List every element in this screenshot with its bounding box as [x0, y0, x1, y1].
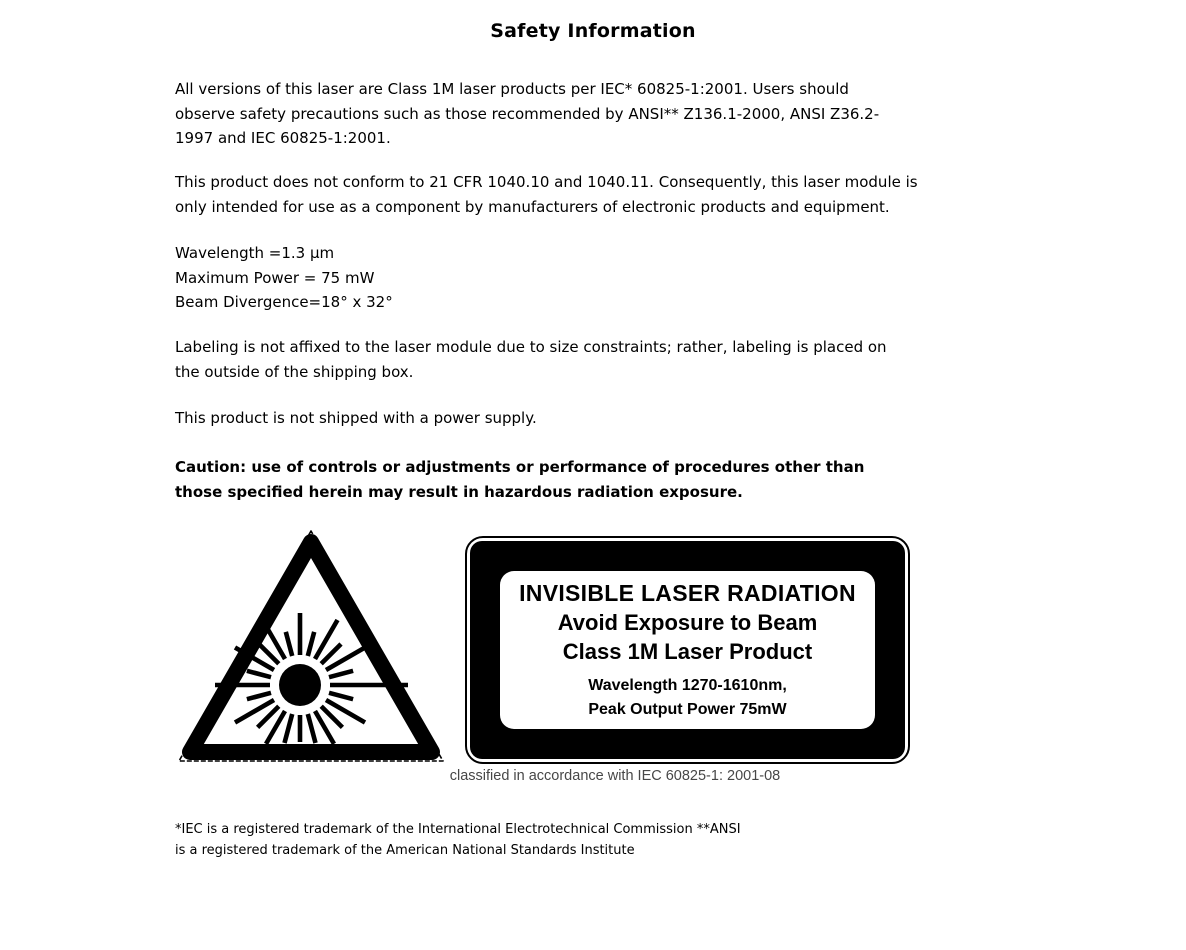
paragraph-labeling	[175, 335, 887, 384]
text-line: observe safety precautions such as those recommended by ANSI** Z136.1-2000, ANSI Z36.2-	[175, 104, 880, 123]
text-line: 1997 and IEC 60825-1:2001.	[175, 129, 391, 147]
label-avoid-exposure-line: Avoid Exposure to Beam	[557, 610, 818, 635]
text-line: *IEC is a registered trademark of the International Electrotechnical Commission **ANSI	[175, 822, 741, 837]
spec-wavelength: Wavelength =1.3 μm	[175, 244, 335, 262]
paragraph-cfr-conformance	[175, 170, 918, 219]
laser-warning-label	[465, 536, 910, 764]
text-line: only intended for use as a component by manufacturers of electronic products and equipment.	[175, 197, 890, 216]
label-peak-power-line: Peak Output Power 75mW	[588, 701, 787, 718]
label-radiation-line: INVISIBLE LASER RADIATION	[519, 580, 856, 606]
text-line: is a registered trademark of the American National Standards Institute	[175, 843, 635, 858]
warning-label-text-area	[500, 571, 875, 729]
warning-label-black-frame	[470, 541, 905, 759]
page-title: Safety Information	[490, 20, 696, 42]
spec-list	[175, 241, 393, 315]
caution-statement	[175, 455, 864, 504]
text-line: All versions of this laser are Class 1M laser products per IEC* 60825-1:2001. Users should	[175, 80, 849, 98]
label-wavelength-line: Wavelength 1270-1610nm,	[588, 677, 787, 694]
classification-caption: classified in accordance with IEC 60825-1: 2001-08	[449, 768, 781, 784]
text-line: This product does not conform to 21 CFR 1040.10 and 1040.11. Consequently, this laser module is	[175, 173, 918, 191]
trademark-footnote	[175, 819, 741, 861]
label-class-line: Class 1M Laser Product	[562, 639, 813, 664]
paragraph-power-supply	[175, 406, 537, 431]
text-line: Caution: use of controls or adjustments or performance of procedures other than	[175, 458, 865, 476]
spec-beam-divergence: Beam Divergence=18° x 32°	[175, 293, 393, 311]
laser-hazard-icon	[175, 528, 447, 768]
starburst-core	[279, 664, 321, 706]
text-line: This product is not shipped with a power supply.	[175, 409, 537, 427]
spec-max-power: Maximum Power = 75 mW	[175, 268, 375, 287]
paragraph-class-info	[175, 77, 879, 151]
text-line: Labeling is not affixed to the laser module due to size constraints; rather, labeling is placed on	[175, 338, 887, 356]
text-line: those specified herein may result in hazardous radiation exposure.	[175, 482, 743, 501]
text-line: the outside of the shipping box.	[175, 362, 414, 381]
